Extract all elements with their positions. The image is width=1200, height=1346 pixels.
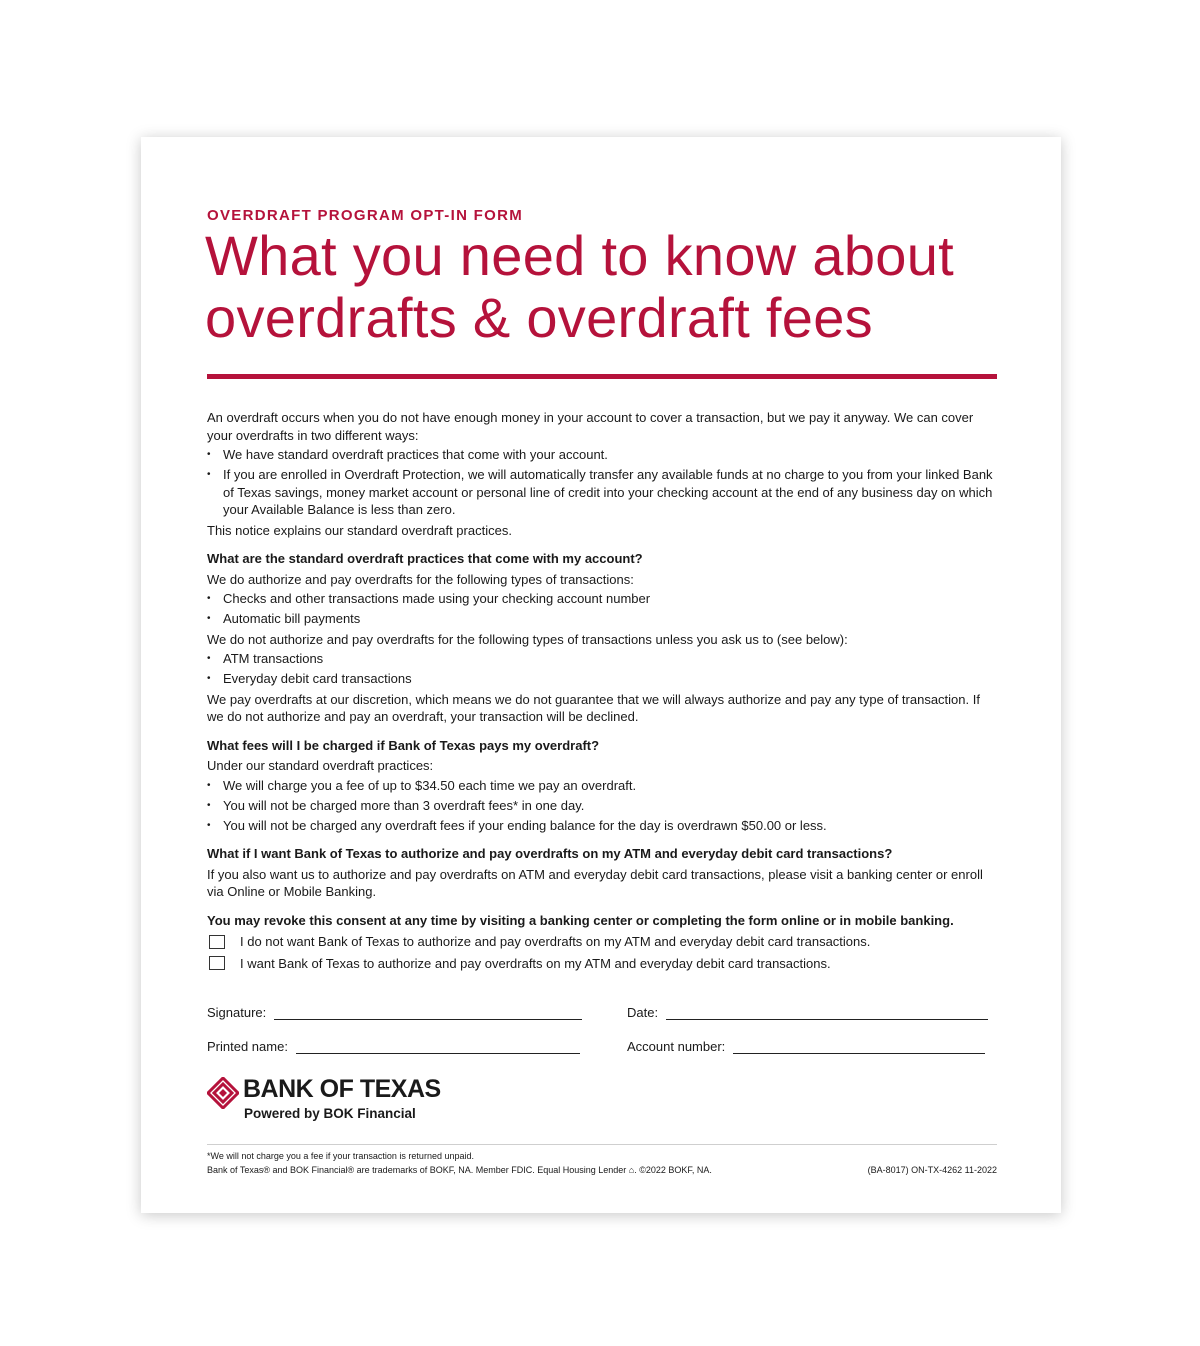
section-text: If you also want us to authorize and pay overdrafts on ATM and everyday debit card transactions, please visit a banking center or enroll via Online or Mobile Banking. (207, 866, 983, 899)
form-sheet (141, 137, 1061, 1213)
list-item: • Automatic bill payments (207, 610, 997, 628)
decline-option (207, 933, 997, 951)
headline-line-1: What you need to know about (205, 224, 955, 287)
accept-option-label: I want Bank of Texas to authorize and pay overdrafts on my ATM and everyday debit card transactions. (240, 955, 831, 971)
form-eyebrow: OVERDRAFT PROGRAM OPT-IN FORM (207, 207, 524, 224)
form-body (207, 409, 997, 972)
not-authorized-list (207, 650, 997, 688)
section-lead: We do authorize and pay overdrafts for the following types of transactions: (207, 571, 634, 587)
printed-name-field (207, 1039, 580, 1054)
decline-option-label: I do not want Bank of Texas to authorize and pay overdrafts on my ATM and everyday debit card transactions. (240, 934, 871, 949)
account-number-label: Account number: (627, 1039, 726, 1054)
consent-statement: You may revoke this consent at any time by visiting a banking center or completing the form online or in mobile banking. (207, 912, 954, 928)
form-code: (BA-8017) ON-TX-4262 11-2022 (867, 1165, 997, 1175)
date-line[interactable] (666, 1005, 988, 1020)
accept-option (207, 955, 997, 973)
page-title (205, 225, 1005, 349)
bank-tagline: Powered by BOK Financial (244, 1106, 416, 1121)
section-heading: What if I want Bank of Texas to authorize and pay overdrafts on my ATM and everyday debit card transactions? (207, 846, 893, 861)
list-item: • You will not be charged more than 3 overdraft fees* in one day. (207, 797, 997, 815)
intro-closing: This notice explains our standard overdraft practices. (207, 522, 512, 538)
list-item: • ATM transactions (207, 650, 997, 668)
list-item: • You will not be charged any overdraft fees if your ending balance for the day is overdrawn $50.00 or less. (207, 817, 997, 835)
signature-line[interactable] (274, 1005, 582, 1020)
list-item: • Everyday debit card transactions (207, 670, 997, 688)
section-closing: We pay overdrafts at our discretion, which means we do not guarantee that we will always authorize and pay any type of transaction. If we do not authorize and pay an overdraft, your transaction will be declined. (207, 691, 980, 724)
section-heading: What fees will I be charged if Bank of Texas pays my overdraft? (207, 737, 600, 753)
signature-field (207, 1005, 582, 1020)
list-item: • Checks and other transactions made using your checking account number (207, 590, 997, 608)
footer-rule (207, 1144, 997, 1145)
bank-name: BANK OF TEXAS (243, 1075, 441, 1103)
list-item: • If you are enrolled in Overdraft Protection, we will automatically transfer any available funds at no charge to you from your linked Bank of Texas savings, money market account or personal line of credit into your checking account at the end of any business day on which your Available Balance is less than zero. (207, 466, 997, 519)
list-item: • We have standard overdraft practices that come with your account. (207, 446, 997, 464)
footer-note: *We will not charge you a fee if your transaction is returned unpaid. (207, 1151, 474, 1161)
account-number-line[interactable] (733, 1039, 985, 1054)
decline-checkbox[interactable] (209, 935, 225, 949)
section-lead: Under our standard overdraft practices: (207, 758, 434, 773)
section-lead: We do not authorize and pay overdrafts for the following types of transactions unless you ask us to (see below): (207, 631, 848, 647)
section-heading: What are the standard overdraft practices that come with my account? (207, 551, 643, 566)
intro-paragraph: An overdraft occurs when you do not have enough money in your account to cover a transaction, but we pay it anyway. We can cover your overdrafts in two different ways: (207, 410, 974, 443)
accept-checkbox[interactable] (209, 956, 225, 970)
headline-line-2: overdrafts & overdraft fees (205, 286, 873, 349)
signature-label: Signature: (207, 1005, 267, 1020)
account-number-field (627, 1039, 985, 1054)
footer-legal: Bank of Texas® and BOK Financial® are trademarks of BOKF, NA. Member FDIC. Equal Housing Lender ⌂. ©2022 BOKF, NA. (207, 1165, 712, 1175)
printed-name-label: Printed name: (207, 1039, 288, 1054)
date-label: Date: (627, 1005, 659, 1020)
date-field (627, 1005, 988, 1020)
title-rule (207, 374, 997, 379)
bank-logo-icon (207, 1077, 239, 1109)
printed-name-line[interactable] (296, 1039, 580, 1054)
intro-list (207, 446, 997, 519)
list-item: • We will charge you a fee of up to $34.50 each time we pay an overdraft. (207, 777, 997, 795)
authorized-list (207, 590, 997, 628)
fees-list (207, 777, 997, 835)
